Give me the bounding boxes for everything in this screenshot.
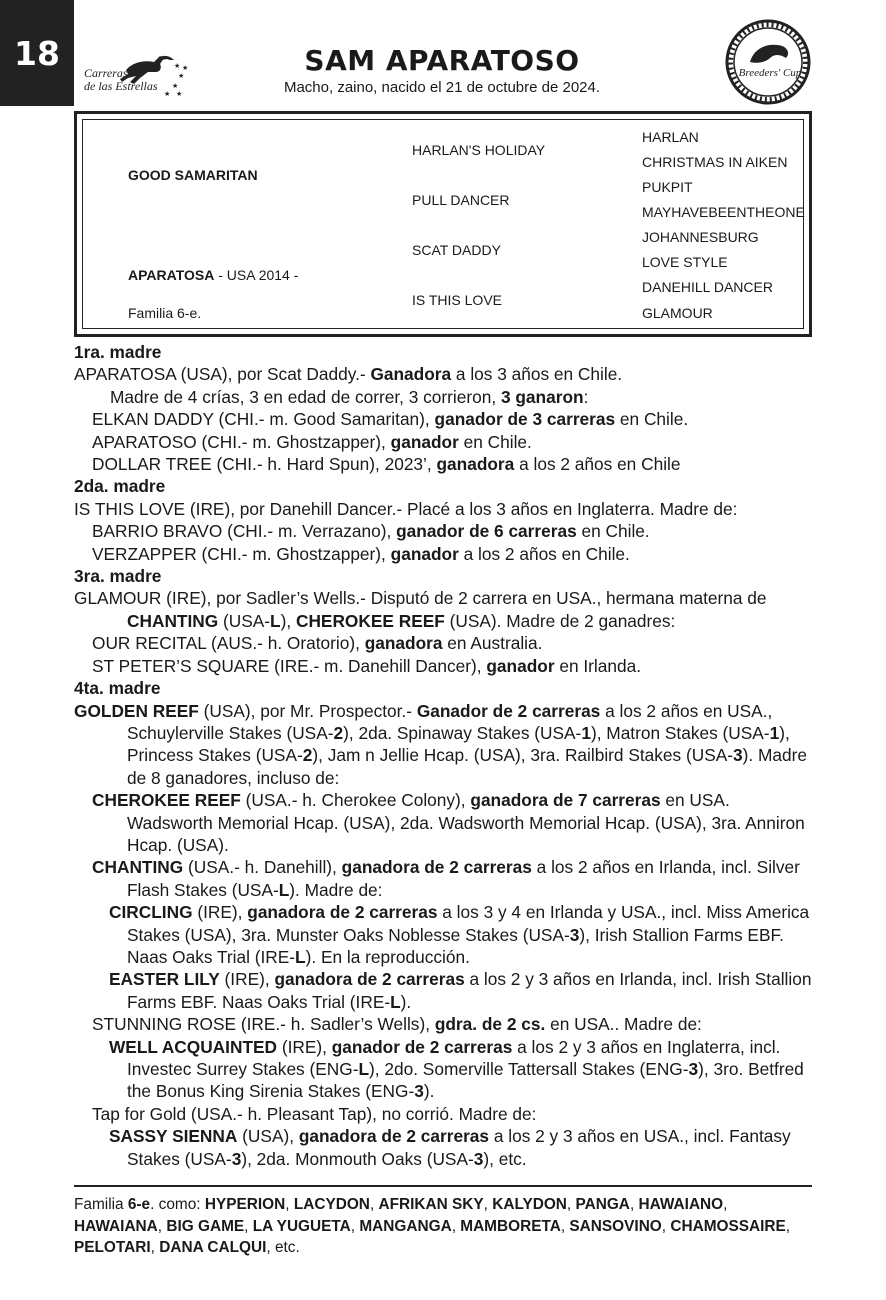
lot-number: 18 <box>14 33 60 73</box>
section-heading: 2da. madre <box>74 476 166 497</box>
svg-text:★: ★ <box>172 83 179 90</box>
lot-number-box <box>0 0 74 106</box>
record-paragraph: BARRIO BRAVO (CHI.- m. Verrazano), ganador de 6 carreras en Chile. <box>92 521 650 542</box>
record-paragraph: STUNNING ROSE (IRE.- h. Sadler’s Wells), gdra. de 2 cs. en USA.. Madre de: <box>92 1014 702 1035</box>
record-paragraph: WELL ACQUAINTED (IRE), ganador de 2 carreras a los 2 y 3 años en Inglaterra, incl. Investec Surrey Stakes (ENG-L), 2do. Somerville Tattersall Stakes (ENG-3), 3ro. Betfred the Bonus King Sirenia Stakes (ENG-3). <box>109 1036 804 1102</box>
pedigree-g3-1: HARLAN <box>642 129 699 145</box>
pedigree-sire-sire: HARLAN'S HOLIDAY <box>412 142 546 158</box>
logo-text: Carreras de las Estrellas <box>84 66 158 93</box>
pedigree-dam-sire: SCAT DADDY <box>412 242 501 258</box>
carreras-de-las-estrellas-logo <box>78 48 190 100</box>
record-paragraph: IS THIS LOVE (IRE), por Danehill Dancer.- Placé a los 3 años en Inglaterra. Madre de: <box>74 498 738 519</box>
record-paragraph: GLAMOUR (IRE), por Sadler’s Wells.- Disputó de 2 carrera en USA., hermana materna de CHANTING (USA-L), CHEROKEE REEF (USA). Madre de 2 ganadres: <box>74 588 767 631</box>
record-paragraph: ST PETER’S SQUARE (IRE.- m. Danehill Dancer), ganador en Irlanda. <box>92 655 642 676</box>
pedigree-g3-7: DANEHILL DANCER <box>642 279 773 295</box>
record-paragraph: CHANTING (USA.- h. Danehill), ganadora de 2 carreras a los 2 años en Irlanda, incl. Silver Flash Stakes (USA-L). Madre de: <box>92 857 800 900</box>
pedigree-g3-2: CHRISTMAS IN AIKEN <box>642 154 788 170</box>
section-heading: 4ta. madre <box>74 678 161 699</box>
svg-text:Breeders' Cup: Breeders' Cup <box>738 67 802 79</box>
record-paragraph: CIRCLING (IRE), ganadora de 2 carreras a los 3 y 4 en Irlanda y USA., incl. Miss America Stakes (USA), 3ra. Munster Oaks Noblesse Stakes (USA-3), Irish Stallion Farms EBF. Naas Oaks Trial (IRE-L). En la reproducción. <box>109 902 810 967</box>
pedigree-g3-3: PUKPIT <box>642 179 693 195</box>
footer-divider <box>74 1185 812 1187</box>
horse-name: SAM APARATOSO <box>304 44 580 77</box>
record-paragraph: GOLDEN REEF (USA), por Mr. Prospector.- Ganador de 2 carreras a los 2 años en USA., Schuylerville Stakes (USA-2), 2da. Spinaway Stakes (USA-1), Matron Stakes (USA-1), Princess Stakes (USA-2), Jam n Jellie Hcap. (USA), 3ra. Railbird Stakes (USA-3). Madre de 8 ganadores, incluso de: <box>74 700 807 788</box>
section-heading: 3ra. madre <box>74 566 162 587</box>
pedigree-sire-dam: PULL DANCER <box>412 192 510 208</box>
horse-description: Macho, zaino, nacido el 21 de octubre de 2024. <box>283 79 601 96</box>
record-paragraph: CHEROKEE REEF (USA.- h. Cherokee Colony), ganadora de 7 carreras en USA. Wadsworth Memorial Hcap. (USA), 2da. Wadsworth Memorial Hcap. (USA), 3ra. Anniron Hcap. (USA). <box>92 790 805 855</box>
svg-text:★: ★ <box>182 65 189 72</box>
pedigree-g3-4: MAYHAVEBEENTHEONE <box>642 204 805 220</box>
pedigree-g3-8: GLAMOUR <box>642 305 713 321</box>
svg-text:★: ★ <box>164 91 171 98</box>
pedigree-dam: APARATOSA - USA 2014 - <box>128 267 299 283</box>
record-paragraph: OUR RECITAL (AUS.- h. Oratorio), ganadora en Australia. <box>92 633 543 654</box>
record-paragraph: VERZAPPER (CHI.- m. Ghostzapper), ganador a los 2 años en Chile. <box>92 543 630 564</box>
pedigree-family: Familia 6-e. <box>128 305 202 321</box>
section-heading: 1ra. madre <box>74 342 162 362</box>
record-paragraph: EASTER LILY (IRE), ganadora de 2 carreras a los 2 y 3 años en Irlanda, incl. Irish Stallion Farms EBF. Naas Oaks Trial (IRE-L). <box>109 969 812 1012</box>
record-paragraph: DOLLAR TREE (CHI.- h. Hard Spun), 2023’, ganadora a los 2 años en Chile <box>92 454 681 475</box>
svg-text:★: ★ <box>174 63 181 70</box>
produce-record <box>74 341 814 1170</box>
record-paragraph: APARATOSO (CHI.- m. Ghostzapper), ganador en Chile. <box>92 431 532 452</box>
record-paragraph: SASSY SIENNA (USA), ganadora de 2 carreras a los 2 y 3 años en USA., incl. Fantasy Stakes (USA-3), 2da. Monmouth Oaks (USA-3), etc. <box>109 1126 791 1169</box>
record-paragraph: Madre de 4 crías, 3 en edad de correr, 3 corrieron, 3 ganaron: <box>110 386 589 407</box>
svg-text:★: ★ <box>178 73 185 80</box>
pedigree-g3-6: LOVE STYLE <box>642 254 728 270</box>
pedigree-table <box>74 111 812 337</box>
pedigree-g3-5: JOHANNESBURG <box>642 229 759 245</box>
record-paragraph: APARATOSA (USA), por Scat Daddy.- Ganadora a los 3 años en Chile. <box>74 364 623 385</box>
breeders-cup-logo <box>724 18 812 106</box>
family-footer: Familia 6-e. como: HYPERION, LACYDON, AFRIKAN SKY, KALYDON, PANGA, HAWAIANO, HAWAIANA, BIG GAME, LA YUGUETA, MANGANGA, MAMBORETA, SANSOVINO, CHAMOSSAIRE, PELOTARI, DANA CALQUI, etc. <box>74 1196 791 1256</box>
record-paragraph: ELKAN DADDY (CHI.- m. Good Samaritan), ganador de 3 carreras en Chile. <box>92 409 689 430</box>
pedigree-sire: GOOD SAMARITAN <box>128 167 258 183</box>
pedigree-dam-dam: IS THIS LOVE <box>412 292 502 308</box>
svg-text:★: ★ <box>176 91 183 98</box>
record-paragraph: Tap for Gold (USA.- h. Pleasant Tap), no corrió. Madre de: <box>92 1103 537 1124</box>
